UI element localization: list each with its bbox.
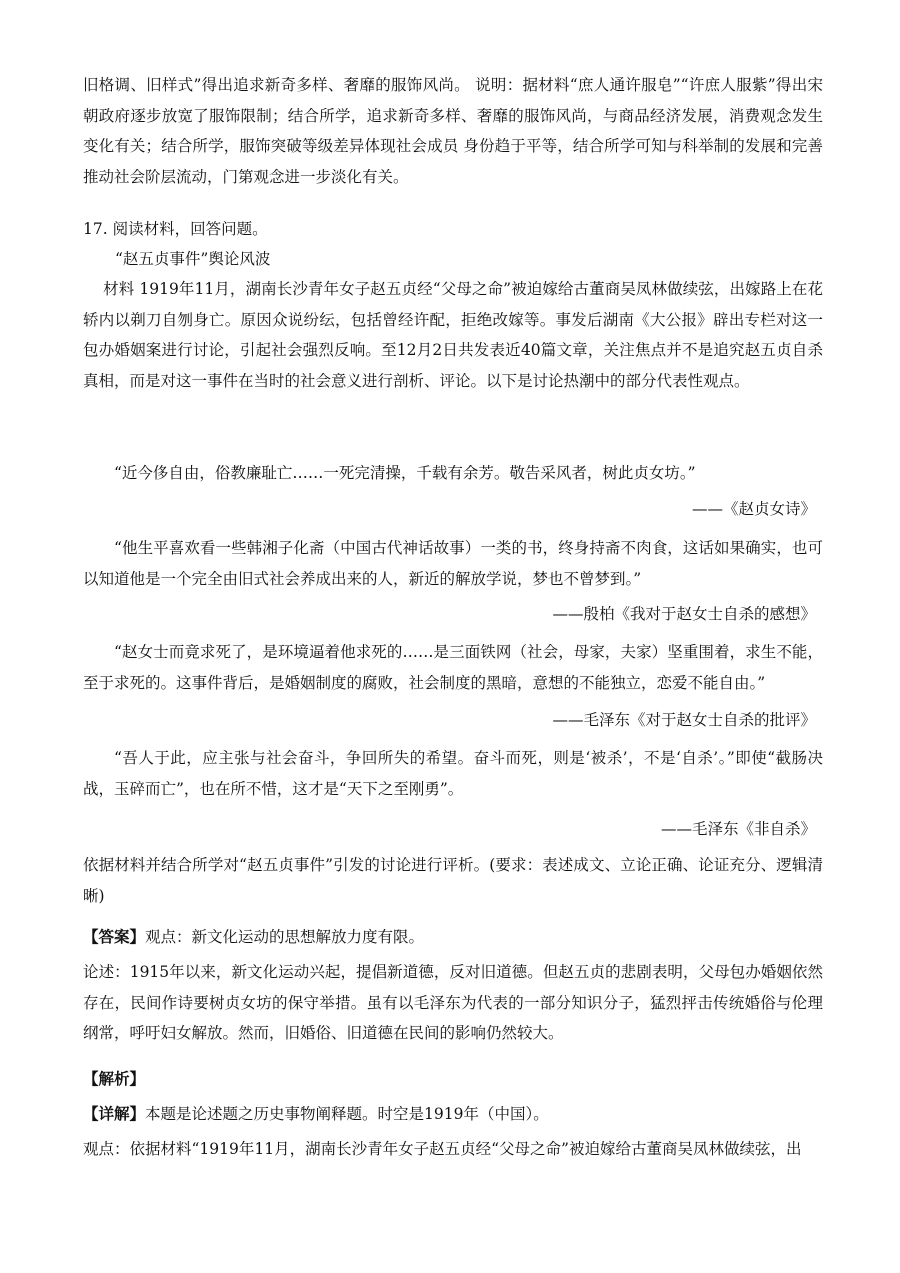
answer-line bbox=[83, 922, 823, 953]
material-text: 材料 1919年11月，湖南长沙青年女子赵五贞经“父母之命”被迫嫁给古董商吴凤林做续弦，出嫁路上在花轿内以剃刀自刎身亡。原因众说纷纭，包括曾经许配，拒绝改嫁等。事发后湖南《大公报》辟出专栏对这一包办婚姻案进行讨论，引起社会强烈反响。至12月2日共发表近40篇文章，关注焦点并不是追究赵五贞自杀真相，而是对这一事件在当时的社会意义进行剖析、评论。以下是讨论热潮中的部分代表性观点。 bbox=[83, 280, 823, 390]
detail-text: 本题是论述题之历史事物阐释题。时空是1919年（中国）。 bbox=[145, 1105, 549, 1123]
analysis-label: 【解析】 bbox=[83, 1069, 146, 1088]
question-prompt: 17. 阅读材料，回答问题。 bbox=[83, 220, 268, 238]
analysis-viewpoint: 观点：依据材料“1919年11月，湖南长沙青年女子赵五贞经“父母之命”被迫嫁给古董商吴凤林做续弦，出 bbox=[83, 1140, 802, 1158]
material-title: “赵五贞事件”舆论风波 bbox=[115, 250, 271, 268]
answer-label: 【答案】 bbox=[83, 927, 146, 946]
quote-3-source: ——毛泽东《对于赵女士自杀的批评》 bbox=[552, 711, 816, 729]
question-requirement: 依据材料并结合所学对“赵五贞事件”引发的讨论进行评析。(要求：表述成文、立论正确、论证充分、逻辑清晰) bbox=[83, 856, 823, 905]
quote-1-source: ——《赵贞女诗》 bbox=[691, 500, 816, 518]
answer-argument: 论述：1915年以来，新文化运动兴起，提倡新道德，反对旧道德。但赵五贞的悲剧表明，父母包办婚姻依然存在，民间作诗要树贞女坊的保守举措。虽有以毛泽东为代表的一部分知识分子，猛烈抨击传统婚俗与伦理纲常，呼吁妇女解放。然而，旧婚俗、旧道德在民间的影响仍然较大。 bbox=[83, 963, 823, 1042]
detail-label: 【详解】 bbox=[83, 1104, 146, 1123]
quote-4-text: “吾人于此，应主张与社会奋斗，争回所失的希望。奋斗而死，则是‘被杀’，不是‘自杀’。”即使“截肠决战，玉碎而亡”，也在所不惜，这才是“天下之至刚勇”。 bbox=[83, 749, 823, 798]
answer-viewpoint: 观点：新文化运动的思想解放力度有限。 bbox=[145, 928, 425, 946]
quote-2-source: ——殷柏《我对于赵女士自杀的感想》 bbox=[552, 605, 816, 623]
quote-3-text: “赵女士而竟求死了，是环境逼着他求死的……是三面铁网（社会，母家，夫家）坚重围着，求生不能，至于求死的。这事件背后，是婚姻制度的腐败，社会制度的黑暗，意想的不能独立，恋爱不能自由。” bbox=[83, 643, 823, 692]
quote-1-text: “近今侈自由，俗教廉耻亡……一死完清操，千载有余芳。敬告采风者，树此贞女坊。” bbox=[114, 464, 696, 482]
detail-line bbox=[83, 1099, 823, 1130]
quote-4-source: ——毛泽东《非自杀》 bbox=[660, 820, 816, 838]
quote-2-text: “他生平喜欢看一些韩湘子化斋（中国古代神话故事）一类的书，终身持斋不肉食，这话如果确实，也可以知道他是一个完全由旧式社会养成出来的人，新近的解放学说，梦也不曾梦到。” bbox=[83, 539, 823, 588]
intro-paragraph: 旧格调、旧样式”得出追求新奇多样、奢靡的服饰风尚。 说明：据材料“庶人通许服皂”“许庶人服紫”得出宋朝政府逐步放宽了服饰限制；结合所学，追求新奇多样、奢靡的服饰风尚，与商品经济发展，消费观念发生变化有关；结合所学，服饰突破等级差异体现社会成员 身份趋于平等，结合所学可知与科举制的发展和完善推动社会阶层流动，门第观念进一步淡化有关。 bbox=[83, 76, 823, 186]
